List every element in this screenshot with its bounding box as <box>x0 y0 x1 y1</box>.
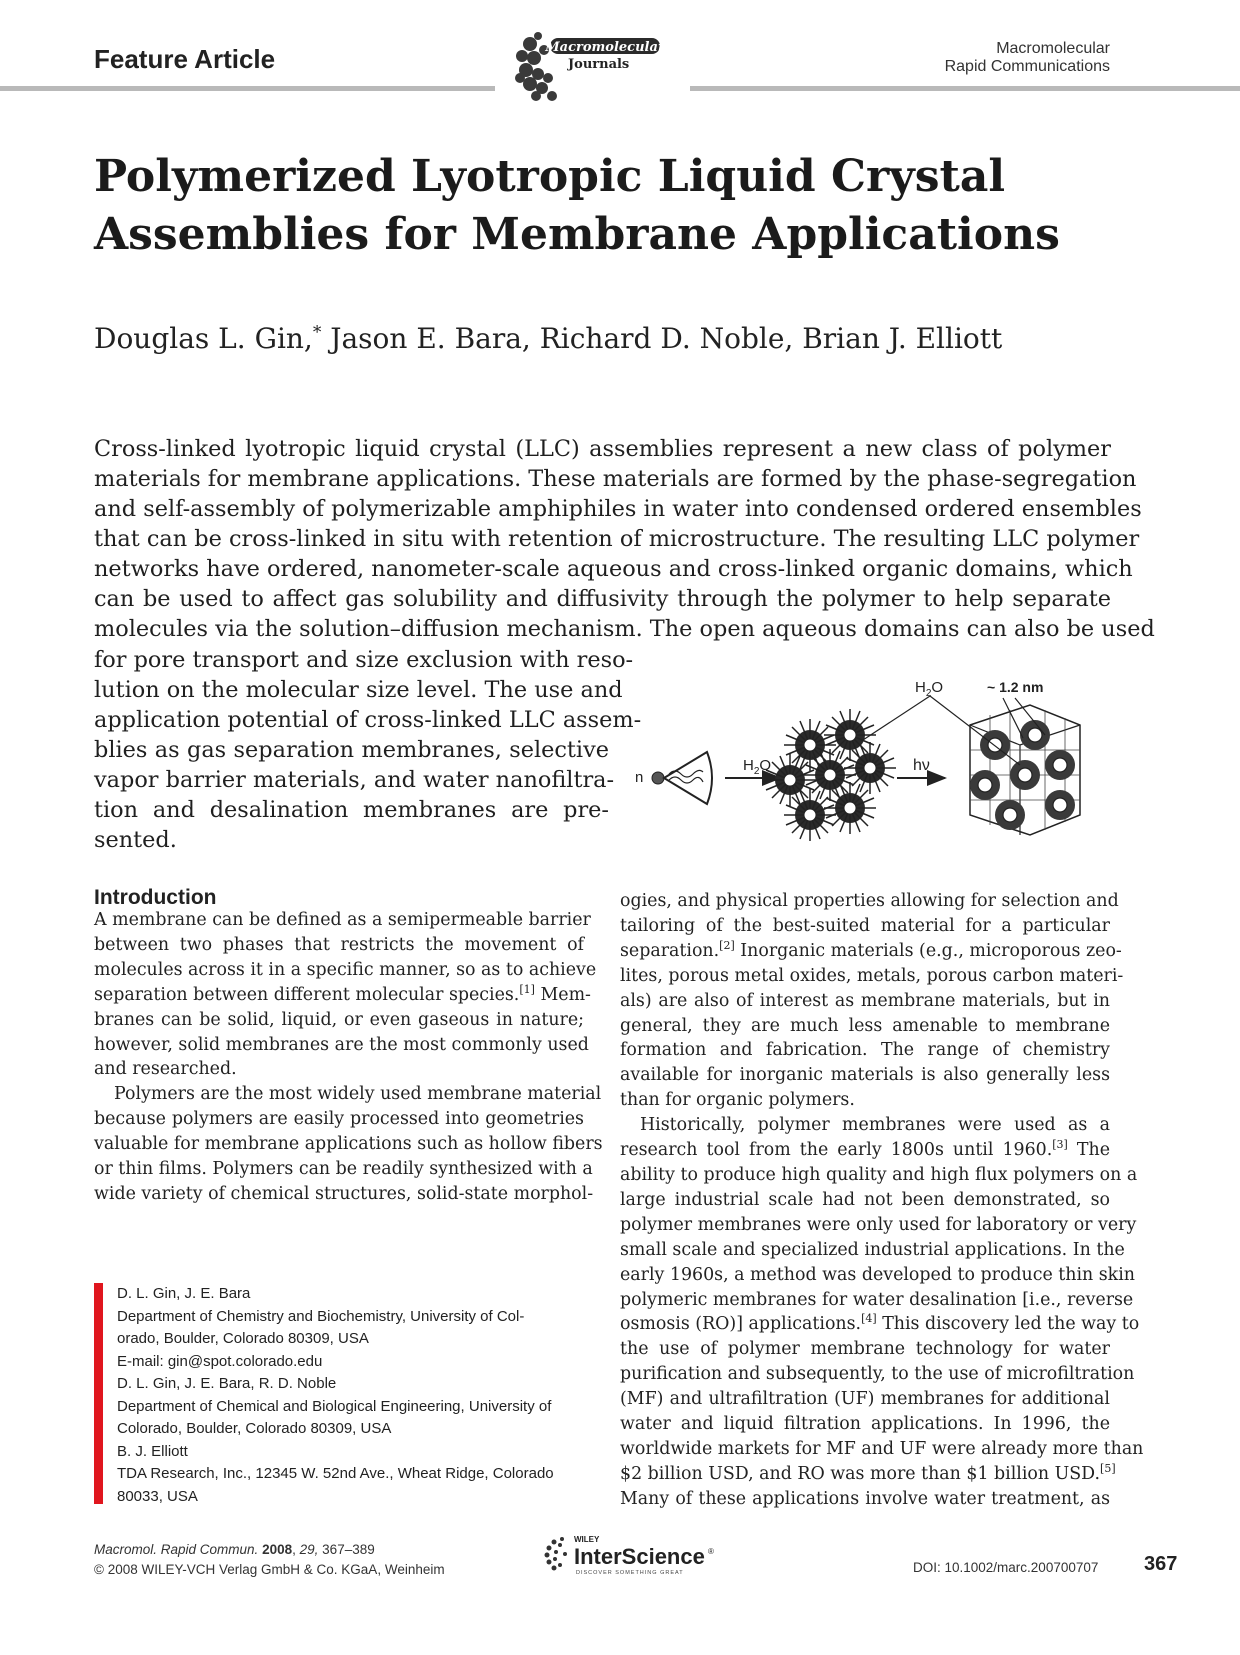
citation: [3] <box>1052 1138 1068 1152</box>
journal-name-line1: Macromolecular <box>996 40 1110 57</box>
body-line: polymer membranes were only used for laboratory or very <box>620 1214 1137 1235</box>
page-number: 367 <box>1144 1553 1178 1575</box>
body-line: osmosis (RO)] applications.[4] This discovery led the way to <box>620 1312 1140 1335</box>
body-line: and researched. <box>94 1059 237 1080</box>
section-heading: Introduction <box>94 886 217 909</box>
body-line: than for organic polymers. <box>620 1090 855 1111</box>
body-line: (MF) and ultrafiltration (UF) membranes for additional <box>620 1389 1110 1410</box>
journal-name <box>945 40 1110 76</box>
body-line: valuable for membrane applications such as hollow fibers <box>94 1134 603 1155</box>
citation: [5] <box>1100 1462 1116 1476</box>
copyright-line: © 2008 WILEY-VCH Verlag GmbH & Co. KGaA, Weinheim <box>94 1562 445 1577</box>
abstract-line: blies as gas separation membranes, selective <box>94 737 609 763</box>
affiliation-line: Colorado, Boulder, Colorado 80309, USA <box>117 1420 392 1437</box>
logo-line1: Macromolecular <box>545 40 665 55</box>
publisher-small: WILEY <box>574 1535 600 1544</box>
photopolymerization-label: hν <box>913 757 930 774</box>
abstract-line: sented. <box>94 827 177 853</box>
affiliation-line: Department of Chemical and Biological Engineering, University of <box>117 1397 552 1415</box>
affiliation-email[interactable]: E-mail: gin@spot.colorado.edu <box>117 1352 323 1370</box>
amphiphile-monomer-icon <box>652 752 712 804</box>
body-line: worldwide markets for MF and UF were already more than <box>620 1438 1144 1459</box>
body-line: Many of these applications involve water treatment, as <box>620 1488 1110 1509</box>
affiliation-line: B. J. Elliott <box>117 1442 188 1460</box>
registered-mark: ® <box>708 1547 714 1556</box>
author-first: Douglas L. Gin, <box>94 322 313 355</box>
affiliation-line: D. L. Gin, J. E. Bara, R. D. Noble <box>117 1375 337 1392</box>
body-line: because polymers are easily processed into geometries <box>94 1109 584 1130</box>
logo-line2: Journals <box>568 57 630 72</box>
body-line: between two phases that restricts the movement of <box>94 934 584 955</box>
body-line: tailoring of the best-suited material for a particular <box>620 915 1110 936</box>
body-line: $2 billion USD, and RO was more than $1 billion USD.[5] <box>620 1462 1116 1484</box>
interscience-logo <box>540 1530 730 1580</box>
body-column-left <box>94 908 603 1207</box>
author-list <box>94 322 1002 355</box>
body-line: however, solid membranes are the most commonly used <box>94 1034 589 1055</box>
body-line: purification and subsequently, to the use of microfiltration <box>620 1364 1135 1385</box>
affiliation-line: orado, Boulder, Colorado 80309, USA <box>117 1330 369 1347</box>
water-pointer-line <box>863 696 930 740</box>
body-line: separation between different molecular species.[1] Mem- <box>94 982 591 1005</box>
pore-size-label: ~ 1.2 nm <box>987 680 1044 695</box>
journal-logo <box>508 26 698 106</box>
abstract-line: molecules via the solution–diffusion mechanism. The open aqueous domains can also be used <box>94 616 1155 642</box>
body-line: formation and fabrication. The range of chemistry <box>620 1040 1110 1061</box>
toc-graphic <box>625 680 1125 850</box>
abstract-line: materials for membrane applications. These materials are formed by the phase-segregation <box>94 466 1137 492</box>
monomer-count-label: n <box>635 769 644 786</box>
title-line: Polymerized Lyotropic Liquid Crystal <box>94 151 1006 202</box>
body-line: branes can be solid, liquid, or even gaseous in nature; <box>94 1009 584 1030</box>
citation: [1] <box>519 982 535 996</box>
abstract-line: for pore transport and size exclusion with reso- <box>94 647 634 673</box>
abstract-line: and self-assembly of polymerizable amphiphiles in water into condensed ordered ensembles <box>94 496 1142 522</box>
title-line: Assemblies for Membrane Applications <box>94 209 1060 260</box>
body-line: separation.[2] Inorganic materials (e.g., microporous zeo- <box>620 939 1122 961</box>
body-line: water and liquid filtration applications. In 1996, the <box>620 1414 1110 1435</box>
affiliation-line: D. L. Gin, J. E. Bara <box>117 1285 251 1302</box>
affiliation-line: TDA Research, Inc., 12345 W. 52nd Ave., Wheat Ridge, Colorado <box>117 1465 554 1482</box>
doi[interactable]: DOI: 10.1002/marc.200700707 <box>913 1560 1099 1575</box>
abstract <box>94 434 1155 644</box>
body-line: als) are also of interest as membrane materials, but in <box>620 990 1110 1011</box>
citation: [4] <box>861 1312 877 1326</box>
body-line: research tool from the early 1800s until 1960.[3] The <box>620 1138 1110 1161</box>
water-pointer-line <box>930 696 1020 765</box>
body-line: small scale and specialized industrial applications. In the <box>620 1239 1125 1260</box>
affiliation-line: Department of Chemistry and Biochemistry, University of Col- <box>117 1307 525 1325</box>
abstract-line: networks have ordered, nanometer-scale aqueous and cross-linked organic domains, which <box>94 556 1133 582</box>
citation-line: Macromol. Rapid Commun. 2008, 29, 367–389 <box>94 1542 375 1557</box>
body-line: ability to produce high quality and high flux polymers on a <box>620 1164 1138 1185</box>
body-line: molecules across it in a specific manner, so as to achieve <box>94 959 597 980</box>
abstract-line: can be used to affect gas solubility and diffusivity through the polymer to help separate <box>94 586 1111 612</box>
abstract-continued <box>94 645 642 855</box>
body-line: or thin films. Polymers can be readily synthesized with a <box>94 1159 593 1180</box>
body-line: Historically, polymer membranes were used as a <box>640 1115 1110 1136</box>
body-line: Polymers are the most widely used membrane material <box>114 1084 602 1105</box>
llc-assembly-icon <box>764 709 896 841</box>
citation: [2] <box>719 939 735 953</box>
author-rest: Jason E. Bara, Richard D. Noble, Brian J. Elliott <box>321 322 1003 355</box>
body-line: A membrane can be defined as a semipermeable barrier <box>94 910 591 930</box>
abstract-line: tion and desalination membranes are pre- <box>94 797 609 823</box>
affiliations <box>117 1283 585 1508</box>
abstract-line: Cross-linked lyotropic liquid crystal (LLC) assemblies represent a new class of polymer <box>94 436 1111 462</box>
body-line: the use of polymer membrane technology for water <box>620 1339 1110 1360</box>
corresponding-mark: * <box>312 322 322 343</box>
body-line: large industrial scale had not been demonstrated, so <box>620 1189 1110 1210</box>
article-title <box>94 148 1144 264</box>
affiliation-line: 80033, USA <box>117 1487 198 1505</box>
abstract-line: vapor barrier materials, and water nanofiltra- <box>94 767 615 793</box>
affiliation-bar <box>94 1283 103 1504</box>
body-line: early 1960s, a method was developed to produce thin skin <box>620 1264 1135 1285</box>
footer-citation <box>94 1540 445 1580</box>
publisher-logo-text: InterScience <box>574 1544 705 1569</box>
water-label: $H_2O$ <box>915 680 944 699</box>
abstract-line: that can be cross-linked in situ with retention of microstructure. The resulting LLC polymer <box>94 526 1140 552</box>
body-column-right <box>620 889 1144 1512</box>
body-line: wide variety of chemical structures, solid-state morphol- <box>94 1183 594 1204</box>
body-line: polymeric membranes for water desalination [i.e., reverse <box>620 1289 1134 1310</box>
body-line: ogies, and physical properties allowing for selection and <box>620 891 1119 911</box>
body-line: available for inorganic materials is also generally less <box>620 1065 1110 1086</box>
header-rule <box>690 86 1240 91</box>
abstract-line: application potential of cross-linked LLC assem- <box>94 707 642 733</box>
globe-dots-icon <box>545 1537 568 1571</box>
body-line: lites, porous metal oxides, metals, porous carbon materi- <box>620 965 1124 986</box>
section-label: Feature Article <box>94 44 276 74</box>
body-line: general, they are much less amenable to membrane <box>620 1015 1110 1036</box>
journal-name-line2: Rapid Communications <box>944 58 1110 75</box>
publisher-tagline: DISCOVER SOMETHING GREAT <box>576 1570 684 1576</box>
header-rule <box>0 86 495 91</box>
abstract-line: lution on the molecular size level. The use and <box>94 677 623 703</box>
hydration-label: $H_2O$ <box>743 757 772 777</box>
crosslinked-network-icon <box>970 705 1080 835</box>
